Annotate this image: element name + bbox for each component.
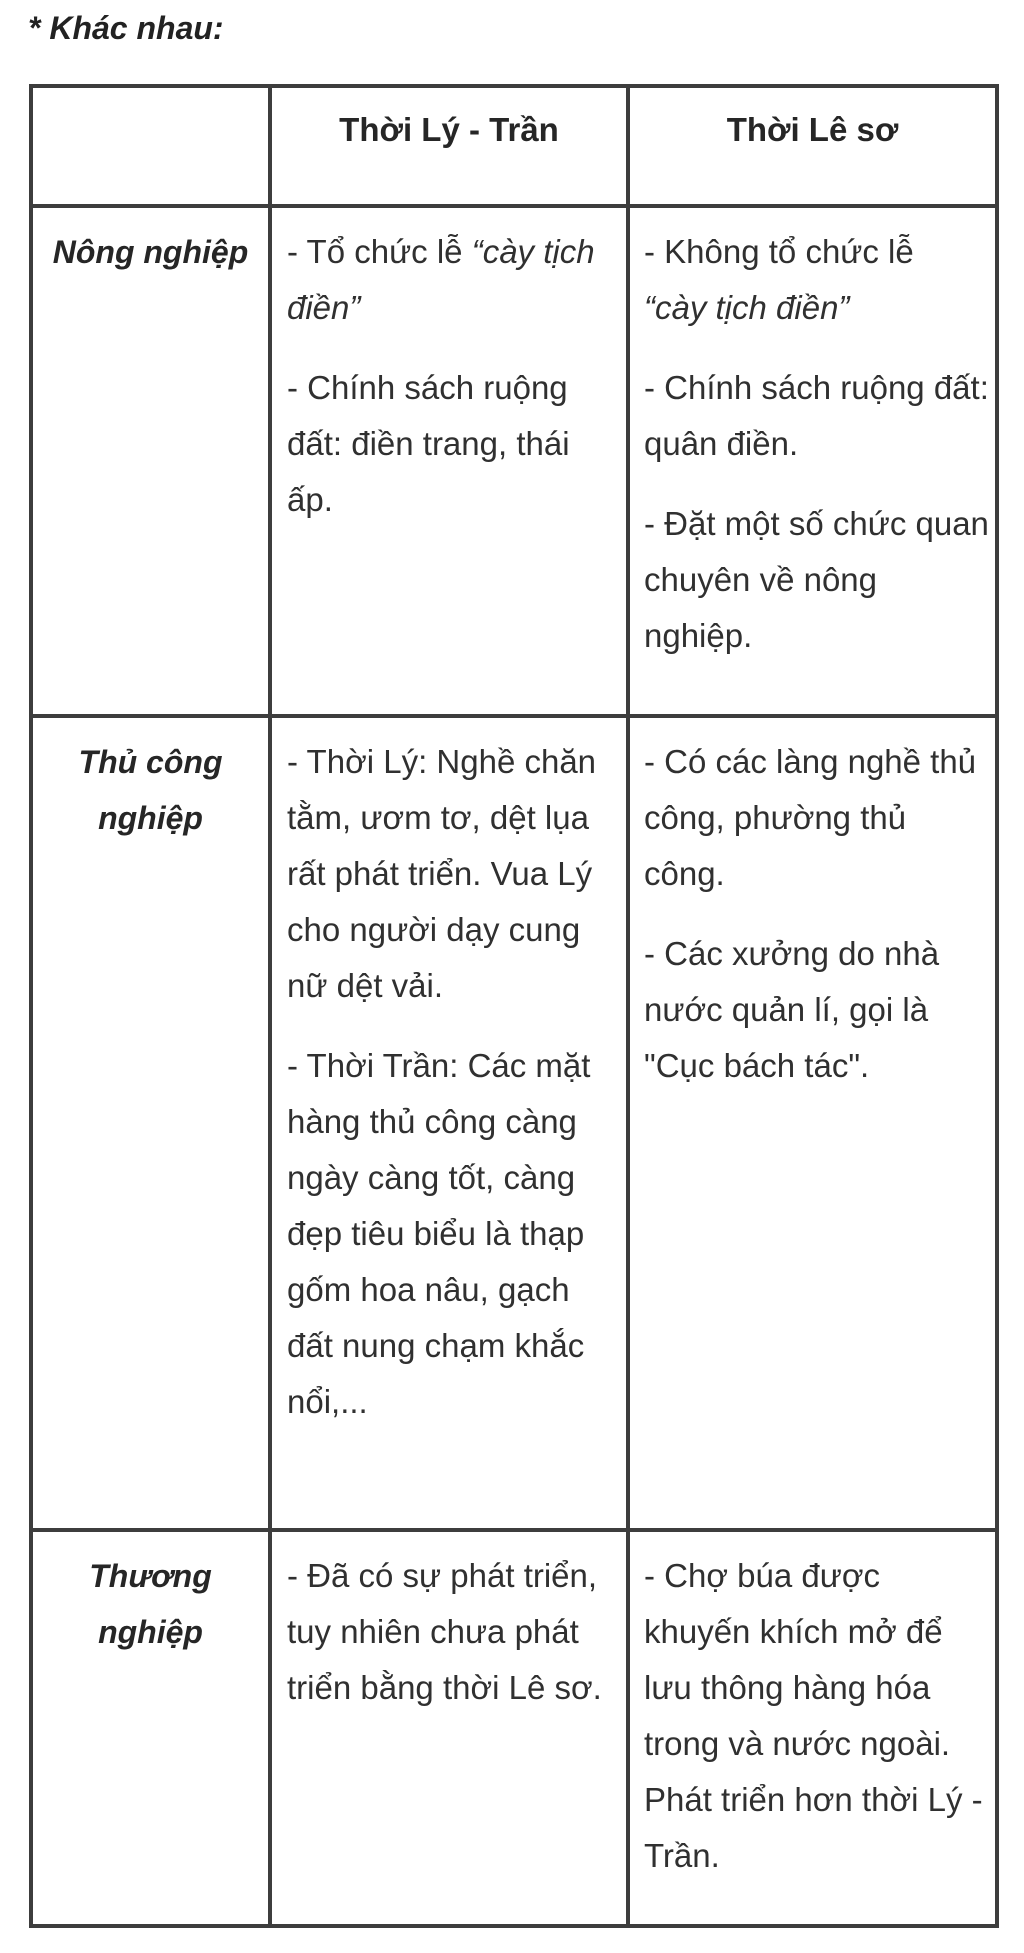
cell-paragraph: - Chợ búa được khuyến khích mở để lưu thông hàng hóa trong và nước ngoài. Phát triển hơn thời Lý - Trần. xyxy=(644,1557,983,1874)
row-label-nong-nghiep: Nông nghiệp xyxy=(52,234,249,270)
cell-thu-cong-nghiep-le-so xyxy=(644,734,979,1094)
cell-thuong-nghiep-ly-tran xyxy=(287,1548,617,1716)
cell-paragraph: - Đặt một số chức quan chuyên về nông nghiệp. xyxy=(644,505,989,654)
column-divider xyxy=(268,88,272,1924)
section-heading: * Khác nhau: xyxy=(28,10,224,46)
cell-thu-cong-nghiep-ly-tran xyxy=(287,734,617,1430)
cell-paragraph: - Chính sách ruộng đất: quân điền. xyxy=(644,369,989,462)
cell-paragraph: - Đã có sự phát triển, tuy nhiên chưa phát triển bằng thời Lê sơ. xyxy=(287,1557,602,1706)
row-divider xyxy=(33,714,995,718)
row-divider xyxy=(33,1528,995,1532)
cell-paragraph: - Không tổ chức lễ “cày tịch điền” xyxy=(644,233,914,326)
cell-paragraph: - Có các làng nghề thủ công, phường thủ công. xyxy=(644,743,977,892)
comparison-table xyxy=(29,84,999,1928)
cell-paragraph: - Thời Lý: Nghề chăn tằm, ươm tơ, dệt lụa rất phát triển. Vua Lý cho người dạy cung nữ dệt vải. xyxy=(287,743,597,1004)
cell-nong-nghiep-ly-tran xyxy=(287,224,617,528)
cell-paragraph: - Thời Trần: Các mặt hàng thủ công càng ngày càng tốt, càng đẹp tiêu biểu là thạp gốm hoa nâu, gạch đất nung chạm khắc nổi,... xyxy=(287,1047,591,1420)
header-le-so: Thời Lê sơ xyxy=(726,111,899,148)
header-ly-tran: Thời Lý - Trần xyxy=(339,111,559,148)
cell-nong-nghiep-le-so xyxy=(644,224,989,664)
cell-paragraph: - Các xưởng do nhà nước quản lí, gọi là "Cục bách tác". xyxy=(644,935,940,1084)
row-label-thu-cong-nghiep: Thủ công nghiệp xyxy=(78,744,223,836)
column-divider xyxy=(626,88,630,1924)
row-label-thuong-nghiep: Thương nghiệp xyxy=(89,1558,212,1650)
cell-paragraph: - Chính sách ruộng đất: điền trang, thái ấp. xyxy=(287,369,570,518)
row-divider xyxy=(33,204,995,208)
cell-thuong-nghiep-le-so xyxy=(644,1548,989,1884)
cell-paragraph: - Tổ chức lễ “cày tịch điền” xyxy=(287,233,595,326)
